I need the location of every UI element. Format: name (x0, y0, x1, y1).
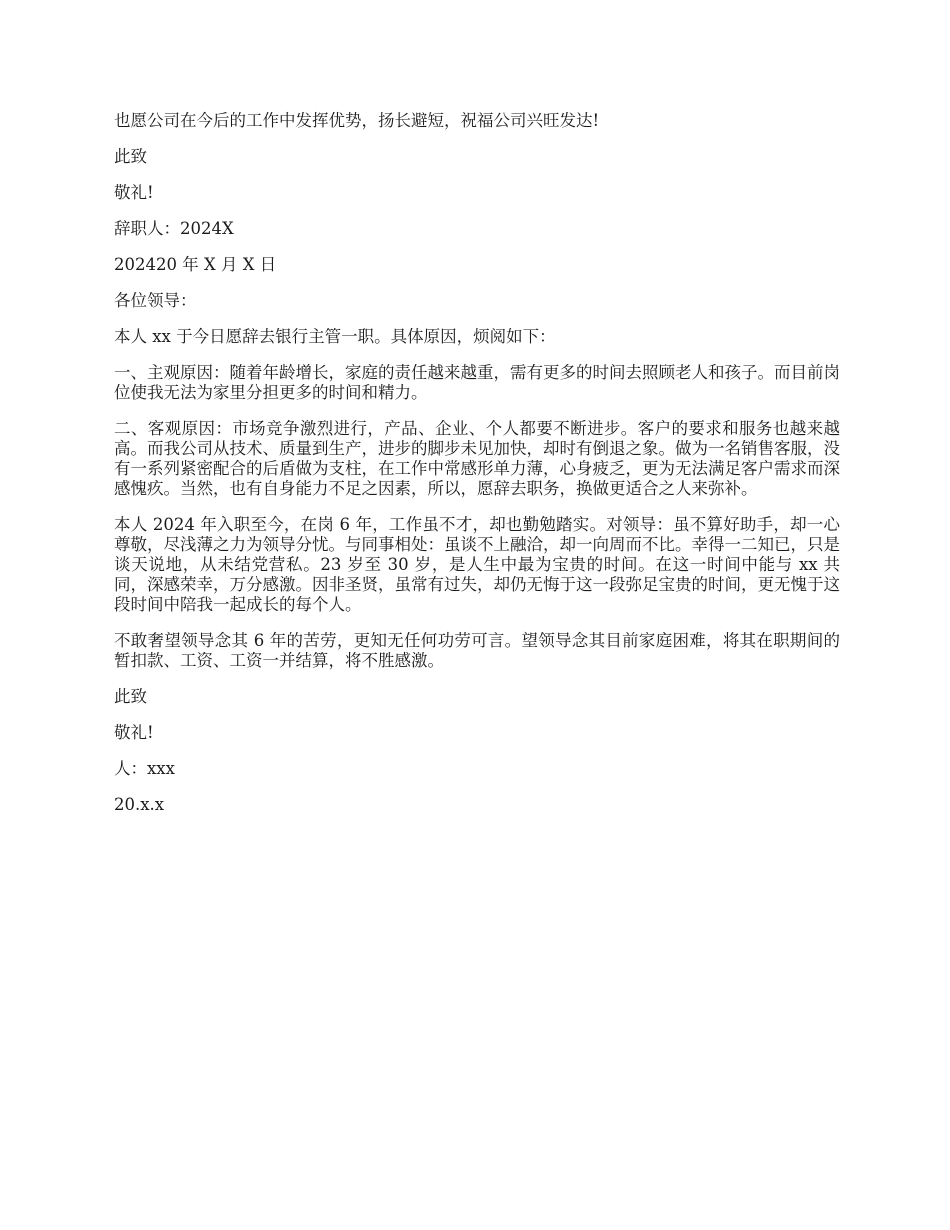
signature-line: 辞职人：2024X (114, 219, 234, 238)
settlement-request-paragraph: 不敢奢望领导念其 6 年的苦劳，更知无任何功劳可言。望领导念其目前家庭困难，将其在职期间的暂扣款、工资、工资一并结算，将不胜感激。 (114, 631, 840, 670)
signature-line-2: 人：xxx (114, 759, 175, 778)
subjective-reason-paragraph: 一、主观原因：随着年龄增长，家庭的责任越来越重，需有更多的时间去照顾老人和孩子。而目前岗位使我无法为家里分担更多的时间和精力。 (114, 363, 840, 402)
salutation-ci-zhi: 此致 (114, 147, 147, 166)
objective-reason-paragraph: 二、客观原因：市场竞争激烈进行，产品、企业、个人都要不断进步。客户的要求和服务也越来越高。而我公司从技术、质量到生产，进步的脚步未见加快，却时有倒退之象。做为一名销售客服，没有一系列紧密配合的后盾做为支柱，在工作中常感形单力薄，心身疲乏，更为无法满足客户需求而深感愧疚。当然，也有自身能力不足之因素，所以，愿辞去职务，换做更适合之人来弥补。 (114, 419, 840, 498)
date-line: 202420 年 X 月 X 日 (114, 255, 277, 274)
greeting-line: 各位领导： (114, 291, 197, 310)
closing-wish-paragraph: 也愿公司在今后的工作中发挥优势，扬长避短，祝福公司兴旺发达! (114, 111, 600, 130)
salutation-jing-li: 敬礼! (114, 183, 154, 202)
salutation-ci-zhi-2: 此致 (114, 687, 147, 706)
date-line-2: 20.x.x (114, 795, 165, 814)
intro-paragraph: 本人 xx 于今日愿辞去银行主管一职。具体原因，烦阅如下： (114, 327, 556, 346)
salutation-jing-li-2: 敬礼! (114, 723, 154, 742)
document-body (114, 111, 840, 831)
work-history-paragraph: 本人 2024 年入职至今，在岗 6 年，工作虽不才，却也勤勉踏实。对领导：虽不算好助手，却一心尊敬，尽浅薄之力为领导分忧。与同事相处：虽谈不上融洽，却一向周而不比。幸得一二知已，只是谈天说地，从未结党营私。23 岁至 30 岁，是人生中最为宝贵的时间。在这一时间中能与 xx 共同，深感荣幸，万分感激。因非圣贤，虽常有过失，却仍无悔于这一段弥足宝贵的时间，更无愧于这段时间中陪我一起成长的每个人。 (114, 515, 840, 614)
